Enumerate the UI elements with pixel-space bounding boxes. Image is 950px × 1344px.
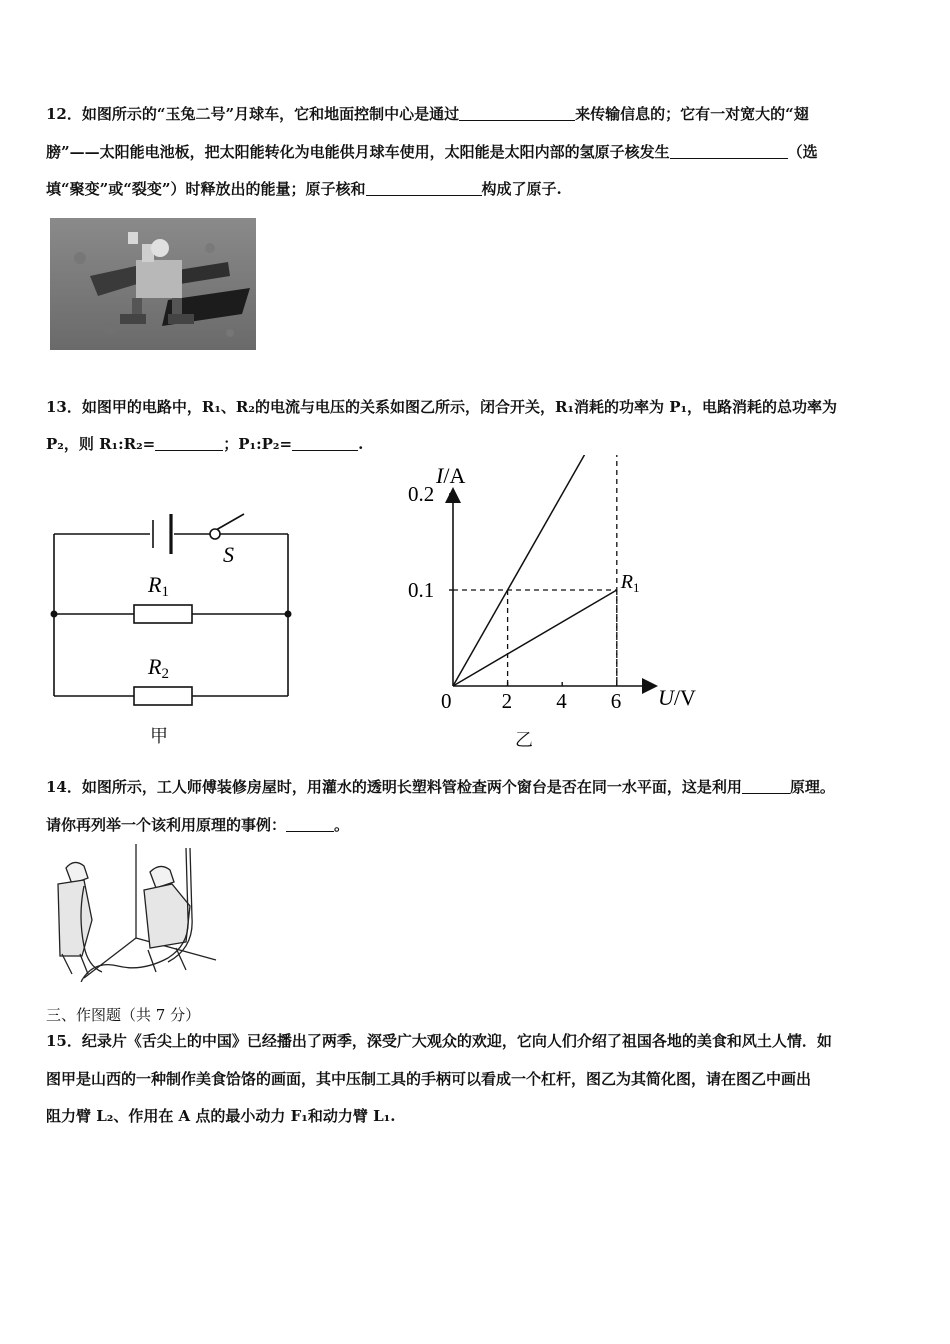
q12-line-2: 膀”——太阳能电池板，把太阳能转化为电能供月球车使用，太阳能是太阳内部的氢原子核发生 （选 xyxy=(46,143,818,161)
q14-blank-example[interactable] xyxy=(286,817,334,832)
x-tick-label: 4 xyxy=(556,689,567,713)
q12-blank-1[interactable] xyxy=(459,106,575,121)
switch-label: S xyxy=(223,542,234,567)
lunar-rover-photo xyxy=(50,218,256,350)
q14-line-1: 14．如图所示，工人师傅装修房屋时，用灌水的透明长塑料管检查两个窗台是否在同一水平面，这是利用 原理。 xyxy=(46,778,835,796)
q13-line-1: 13．如图甲的电路中，R₁、R₂的电流与电压的关系如图乙所示，闭合开关，R₁消耗的功率为 P₁，电路消耗的总功率为 xyxy=(46,398,838,416)
y-tick-label: 0.1 xyxy=(408,578,435,602)
iv-graph xyxy=(400,455,720,715)
q14-blank-principle[interactable] xyxy=(742,779,790,794)
q12-blank-3[interactable] xyxy=(366,181,482,196)
workers-illustration xyxy=(44,842,220,982)
switch-pivot xyxy=(210,529,220,539)
q15-line-3: 阻力臂 L₂、作用在 A 点的最小动力 F₁和动力臂 L₁. xyxy=(46,1107,396,1125)
series-line-r2 xyxy=(453,455,617,686)
q12-line-1: 12．如图所示的“玉兔二号”月球车，它和地面控制中心是通过 来传输信息的；它有一对宽大的“翅 xyxy=(46,105,809,123)
q13-blank-ratio-r[interactable] xyxy=(155,436,223,451)
r1-label: R1 xyxy=(148,572,169,600)
x-tick-label: 6 xyxy=(610,689,622,713)
q14-line-2: 请你再列举一个该利用原理的事例： 。 xyxy=(46,816,350,834)
x-tick-label: 0 xyxy=(441,689,452,713)
q13-blank-ratio-p[interactable] xyxy=(292,436,358,451)
q12-blank-2[interactable] xyxy=(670,144,788,159)
r2-label: R2 xyxy=(148,654,169,682)
circuit-caption: 甲 xyxy=(150,726,168,747)
junction-left xyxy=(51,611,58,618)
q12-line-3: 填“聚变”或“裂变”）时释放出的能量；原子核和 构成了原子. xyxy=(46,180,562,198)
y-tick-label: 0.2 xyxy=(408,482,435,506)
x-tick-label: 2 xyxy=(501,689,513,713)
q13-line-2: P₂，则 R₁:R₂= ；P₁:P₂= . xyxy=(46,435,364,453)
q15-line-2: 图甲是山西的一种制作美食饸饹的画面，其中压制工具的手柄可以看成一个杠杆，图乙为其简化图，请在图乙中画出 xyxy=(46,1070,812,1088)
section-3-title: 三、作图题（共 7 分） xyxy=(46,1006,201,1024)
series-line-r1 xyxy=(453,590,617,686)
graph-caption: 乙 xyxy=(515,730,533,751)
switch-lever xyxy=(216,514,244,530)
resistor-r2 xyxy=(134,687,192,705)
junction-right xyxy=(285,611,292,618)
resistor-r1 xyxy=(134,605,192,623)
y-axis-label: I/A xyxy=(436,463,466,488)
q15-line-1: 15．纪录片《舌尖上的中国》已经播出了两季，深受广大观众的欢迎，它向人们介绍了祖国各地的美食和风土人情．如 xyxy=(46,1032,832,1050)
circuit-diagram xyxy=(40,500,310,720)
series-label-r1: $R_1$ xyxy=(620,571,640,595)
x-axis-label: U/V xyxy=(658,685,696,710)
